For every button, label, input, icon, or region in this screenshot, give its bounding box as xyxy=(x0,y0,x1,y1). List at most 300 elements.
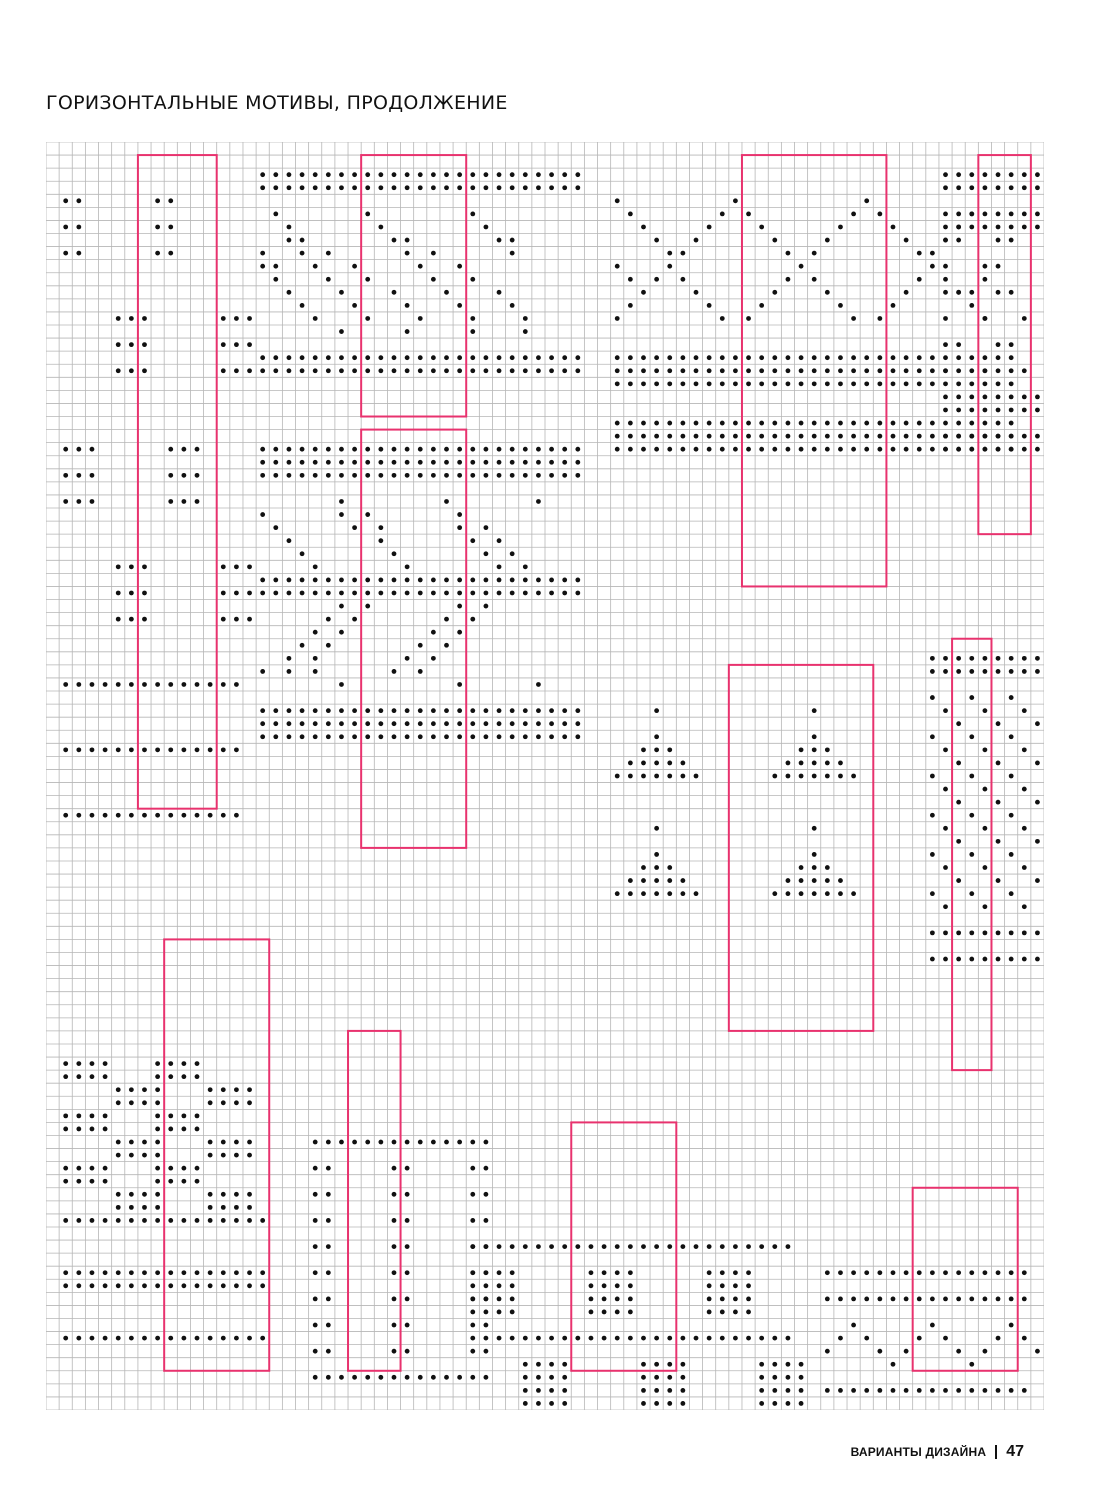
stitch-dot xyxy=(536,734,541,739)
stitch-dot xyxy=(155,251,160,256)
stitch-dot xyxy=(996,185,1001,190)
stitch-dot xyxy=(142,1087,147,1092)
stitch-dot xyxy=(943,1336,948,1341)
stitch-dot xyxy=(392,172,397,177)
stitch-dot xyxy=(326,1270,331,1275)
stitch-dot xyxy=(208,1153,213,1158)
stitch-dot xyxy=(1022,904,1027,909)
stitch-dot xyxy=(313,172,318,177)
stitch-dot xyxy=(116,1087,121,1092)
stitch-dot xyxy=(497,734,502,739)
stitch-dot xyxy=(208,1218,213,1223)
stitch-dot xyxy=(234,747,239,752)
stitch-dot xyxy=(1009,238,1014,243)
stitch-dot xyxy=(405,734,410,739)
stitch-dot xyxy=(654,826,659,831)
stitch-dot xyxy=(943,185,948,190)
stitch-dot xyxy=(300,355,305,360)
stitch-dot xyxy=(864,198,869,203)
stitch-dot xyxy=(1022,1388,1027,1393)
stitch-dot xyxy=(877,1388,882,1393)
stitch-dot xyxy=(904,1388,909,1393)
stitch-dot xyxy=(365,316,370,321)
stitch-dot xyxy=(891,434,896,439)
stitch-dot xyxy=(812,826,817,831)
stitch-dot xyxy=(392,238,397,243)
stitch-dot xyxy=(930,695,935,700)
stitch-dot xyxy=(287,185,292,190)
stitch-dot xyxy=(221,1153,226,1158)
stitch-dot xyxy=(575,721,580,726)
stitch-dot xyxy=(615,381,620,386)
stitch-dot xyxy=(864,447,869,452)
stitch-dot xyxy=(168,1336,173,1341)
stitch-dot xyxy=(891,355,896,360)
stitch-dot xyxy=(326,1323,331,1328)
stitch-dot xyxy=(168,473,173,478)
stitch-dot xyxy=(680,1244,685,1249)
stitch-dot xyxy=(943,355,948,360)
stitch-dot xyxy=(313,1296,318,1301)
stitch-dot xyxy=(707,1244,712,1249)
stitch-dot xyxy=(129,591,134,596)
stitch-dot xyxy=(63,747,68,752)
stitch-dot xyxy=(733,368,738,373)
stitch-dot xyxy=(851,355,856,360)
stitch-dot xyxy=(733,1270,738,1275)
stitch-dot xyxy=(904,368,909,373)
stitch-dot xyxy=(523,1336,528,1341)
stitch-dot xyxy=(405,1270,410,1275)
stitch-dot xyxy=(63,1113,68,1118)
stitch-dot xyxy=(772,381,777,386)
stitch-dot xyxy=(444,591,449,596)
stitch-dot xyxy=(90,1270,95,1275)
stitch-dot xyxy=(155,1205,160,1210)
stitch-dot xyxy=(996,878,1001,883)
stitch-dot xyxy=(904,434,909,439)
stitch-dot xyxy=(838,225,843,230)
stitch-dot xyxy=(181,1283,186,1288)
stitch-dot xyxy=(392,368,397,373)
stitch-dot xyxy=(300,185,305,190)
stitch-dot xyxy=(759,421,764,426)
stitch-dot xyxy=(917,277,922,282)
stitch-dot xyxy=(221,1087,226,1092)
stitch-dot xyxy=(365,604,370,609)
stitch-dot xyxy=(707,447,712,452)
stitch-dot xyxy=(326,643,331,648)
stitch-dot xyxy=(352,525,357,530)
stitch-dot xyxy=(234,564,239,569)
stitch-dot xyxy=(891,303,896,308)
stitch-dot xyxy=(575,578,580,583)
stitch-dot xyxy=(694,368,699,373)
stitch-dot xyxy=(1009,813,1014,818)
stitch-dot xyxy=(484,225,489,230)
stitch-dot xyxy=(851,316,856,321)
stitch-dot xyxy=(365,447,370,452)
stitch-dot xyxy=(405,721,410,726)
stitch-dot xyxy=(103,1218,108,1223)
stitch-dot xyxy=(956,342,961,347)
stitch-dot xyxy=(300,447,305,452)
stitch-dot xyxy=(365,578,370,583)
stitch-dot xyxy=(891,1270,896,1275)
stitch-dot xyxy=(969,930,974,935)
stitch-dot xyxy=(746,316,751,321)
stitch-dot xyxy=(352,303,357,308)
stitch-dot xyxy=(956,421,961,426)
stitch-dot xyxy=(313,355,318,360)
stitch-dot xyxy=(759,381,764,386)
stitch-dot xyxy=(103,1270,108,1275)
stitch-dot xyxy=(956,381,961,386)
stitch-dot xyxy=(694,381,699,386)
stitch-dot xyxy=(247,591,252,596)
stitch-dot xyxy=(418,447,423,452)
stitch-dot xyxy=(851,774,856,779)
stitch-dot xyxy=(221,316,226,321)
stitch-dot xyxy=(943,826,948,831)
stitch-dot xyxy=(523,473,528,478)
stitch-dot xyxy=(746,1310,751,1315)
stitch-dot xyxy=(313,1270,318,1275)
stitch-dot xyxy=(76,1061,81,1066)
stitch-dot xyxy=(313,460,318,465)
stitch-dot xyxy=(326,1192,331,1197)
stitch-dot xyxy=(195,473,200,478)
stitch-dot xyxy=(195,1179,200,1184)
stitch-dot xyxy=(365,708,370,713)
stitch-dot xyxy=(615,355,620,360)
stitch-dot xyxy=(746,1244,751,1249)
stitch-dot xyxy=(339,682,344,687)
stitch-dot xyxy=(956,212,961,217)
stitch-dot xyxy=(76,198,81,203)
stitch-dot xyxy=(510,172,515,177)
stitch-dot xyxy=(470,1270,475,1275)
stitch-dot xyxy=(523,172,528,177)
stitch-dot xyxy=(287,447,292,452)
stitch-dot xyxy=(405,368,410,373)
stitch-dot xyxy=(654,708,659,713)
stitch-dot xyxy=(457,630,462,635)
stitch-dot xyxy=(996,1296,1001,1301)
stitch-dot xyxy=(549,1362,554,1367)
stitch-dot xyxy=(983,656,988,661)
stitch-dot xyxy=(983,381,988,386)
stitch-dot xyxy=(76,1074,81,1079)
stitch-dot xyxy=(1022,1336,1027,1341)
stitch-dot xyxy=(195,682,200,687)
stitch-dot xyxy=(812,865,817,870)
stitch-dot xyxy=(680,1401,685,1406)
stitch-dot xyxy=(273,368,278,373)
stitch-dot xyxy=(90,1166,95,1171)
stitch-dot xyxy=(772,1244,777,1249)
stitch-dot xyxy=(654,734,659,739)
stitch-dot xyxy=(1009,1296,1014,1301)
stitch-dot xyxy=(1009,408,1014,413)
stitch-dot xyxy=(536,1401,541,1406)
stitch-dot xyxy=(339,512,344,517)
stitch-dot xyxy=(339,734,344,739)
stitch-dot xyxy=(142,1283,147,1288)
stitch-dot xyxy=(326,708,331,713)
stitch-dot xyxy=(654,747,659,752)
stitch-dot xyxy=(300,734,305,739)
stitch-dot xyxy=(864,1336,869,1341)
stitch-dot xyxy=(680,251,685,256)
stitch-dot xyxy=(943,957,948,962)
stitch-dot xyxy=(536,368,541,373)
stitch-dot xyxy=(615,1296,620,1301)
stitch-dot xyxy=(943,225,948,230)
stitch-dot xyxy=(418,1375,423,1380)
stitch-dot xyxy=(969,185,974,190)
stitch-dot xyxy=(628,212,633,217)
stitch-dot xyxy=(497,721,502,726)
stitch-dot xyxy=(667,381,672,386)
stitch-dot xyxy=(956,225,961,230)
stitch-dot xyxy=(378,734,383,739)
stitch-dot xyxy=(838,1296,843,1301)
stitch-dot xyxy=(313,1218,318,1223)
stitch-dot xyxy=(1022,747,1027,752)
stitch-dot xyxy=(287,578,292,583)
stitch-dot xyxy=(90,1061,95,1066)
stitch-dot xyxy=(549,734,554,739)
stitch-dot xyxy=(641,434,646,439)
stitch-dot xyxy=(326,473,331,478)
stitch-dot xyxy=(497,1270,502,1275)
stitch-dot xyxy=(654,238,659,243)
stitch-dot xyxy=(155,1074,160,1079)
stitch-dot xyxy=(667,774,672,779)
stitch-dot xyxy=(1009,957,1014,962)
stitch-dot xyxy=(772,1362,777,1367)
stitch-dot xyxy=(680,421,685,426)
stitch-dot xyxy=(983,316,988,321)
stitch-dot xyxy=(523,1388,528,1393)
stitch-dot xyxy=(103,1166,108,1171)
stitch-dot xyxy=(746,1283,751,1288)
stitch-dot xyxy=(470,277,475,282)
stitch-dot xyxy=(838,1388,843,1393)
stitch-dot xyxy=(838,774,843,779)
stitch-dot xyxy=(247,1283,252,1288)
stitch-dot xyxy=(956,290,961,295)
stitch-dot xyxy=(825,434,830,439)
stitch-dot xyxy=(63,251,68,256)
stitch-dot xyxy=(339,1140,344,1145)
stitch-dot xyxy=(484,1192,489,1197)
stitch-dot xyxy=(326,1296,331,1301)
stitch-dot xyxy=(273,721,278,726)
stitch-dot xyxy=(287,290,292,295)
stitch-dot xyxy=(746,421,751,426)
stitch-dot xyxy=(470,734,475,739)
stitch-dot xyxy=(142,682,147,687)
stitch-dot xyxy=(812,761,817,766)
stitch-dot xyxy=(1009,1323,1014,1328)
stitch-dot xyxy=(76,813,81,818)
stitch-dot xyxy=(470,447,475,452)
stitch-dot xyxy=(628,381,633,386)
stitch-dot xyxy=(195,747,200,752)
stitch-dot xyxy=(864,355,869,360)
stitch-dot xyxy=(943,669,948,674)
stitch-dot xyxy=(287,368,292,373)
stitch-dot xyxy=(103,1179,108,1184)
stitch-dot xyxy=(116,1192,121,1197)
stitch-dot xyxy=(1035,839,1040,844)
stitch-dot xyxy=(444,447,449,452)
stitch-dot xyxy=(694,774,699,779)
stitch-dot xyxy=(641,774,646,779)
stitch-dot xyxy=(103,747,108,752)
stitch-dot xyxy=(470,1140,475,1145)
stitch-dot xyxy=(786,1336,791,1341)
stitch-dot xyxy=(221,617,226,622)
stitch-dot xyxy=(812,355,817,360)
stitch-dot xyxy=(667,1401,672,1406)
stitch-dot xyxy=(654,1388,659,1393)
stitch-dot xyxy=(313,1323,318,1328)
stitch-dot xyxy=(969,447,974,452)
stitch-dot xyxy=(1022,865,1027,870)
stitch-dot xyxy=(247,1336,252,1341)
stitch-dot xyxy=(405,303,410,308)
stitch-dot xyxy=(221,1205,226,1210)
stitch-dot xyxy=(523,1362,528,1367)
stitch-dot xyxy=(667,747,672,752)
stitch-dot xyxy=(313,708,318,713)
stitch-dot xyxy=(444,355,449,360)
stitch-dot xyxy=(720,434,725,439)
stitch-dot xyxy=(510,1296,515,1301)
stitch-dot xyxy=(864,421,869,426)
stitch-dot xyxy=(116,1283,121,1288)
stitch-dot xyxy=(168,1270,173,1275)
stitch-dot xyxy=(155,1336,160,1341)
stitch-dot xyxy=(195,1061,200,1066)
stitch-dot xyxy=(615,368,620,373)
stitch-dot xyxy=(313,368,318,373)
stitch-dot xyxy=(956,368,961,373)
stitch-dot xyxy=(484,1336,489,1341)
stitch-dot xyxy=(405,708,410,713)
stitch-dot xyxy=(352,578,357,583)
stitch-dot xyxy=(943,930,948,935)
stitch-dot xyxy=(287,538,292,543)
stitch-dot xyxy=(155,1218,160,1223)
stitch-dot xyxy=(484,368,489,373)
stitch-dot xyxy=(63,682,68,687)
stitch-dot xyxy=(365,368,370,373)
stitch-dot xyxy=(181,1336,186,1341)
stitch-dot xyxy=(956,238,961,243)
stitch-dot xyxy=(260,264,265,269)
stitch-dot xyxy=(234,1218,239,1223)
stitch-dot xyxy=(786,421,791,426)
stitch-dot xyxy=(444,643,449,648)
stitch-dot xyxy=(431,185,436,190)
stitch-dot xyxy=(1035,930,1040,935)
stitch-dot xyxy=(129,1270,134,1275)
stitch-dot xyxy=(221,1270,226,1275)
stitch-dot xyxy=(392,708,397,713)
footer-separator xyxy=(995,1445,997,1459)
stitch-dot xyxy=(221,1192,226,1197)
stitch-dot xyxy=(510,447,515,452)
stitch-dot xyxy=(943,421,948,426)
stitch-dot xyxy=(799,355,804,360)
stitch-dot xyxy=(549,591,554,596)
stitch-dot xyxy=(405,1244,410,1249)
stitch-dot xyxy=(759,1336,764,1341)
stitch-dot xyxy=(654,421,659,426)
stitch-dot xyxy=(983,421,988,426)
stitch-dot xyxy=(523,578,528,583)
stitch-dot xyxy=(536,473,541,478)
stitch-dot xyxy=(720,381,725,386)
stitch-dot xyxy=(103,1113,108,1118)
stitch-dot xyxy=(589,1310,594,1315)
stitch-dot xyxy=(326,1218,331,1223)
stitch-dot xyxy=(116,591,121,596)
stitch-dot xyxy=(405,1323,410,1328)
stitch-dot xyxy=(983,1270,988,1275)
stitch-dot xyxy=(996,238,1001,243)
stitch-dot xyxy=(996,434,1001,439)
stitch-dot xyxy=(615,316,620,321)
stitch-dot xyxy=(470,172,475,177)
stitch-dot xyxy=(680,1336,685,1341)
stitch-dot xyxy=(181,813,186,818)
stitch-dot xyxy=(457,682,462,687)
stitch-dot xyxy=(772,1388,777,1393)
stitch-dot xyxy=(536,499,541,504)
stitch-dot xyxy=(339,290,344,295)
stitch-dot xyxy=(103,1127,108,1132)
stitch-dot xyxy=(799,368,804,373)
stitch-dot xyxy=(431,591,436,596)
stitch-dot xyxy=(418,578,423,583)
stitch-dot xyxy=(562,591,567,596)
stitch-dot xyxy=(956,447,961,452)
stitch-dot xyxy=(956,669,961,674)
stitch-dot xyxy=(129,368,134,373)
stitch-dot xyxy=(1022,212,1027,217)
stitch-dot xyxy=(628,1296,633,1301)
stitch-dot xyxy=(155,813,160,818)
stitch-dot xyxy=(720,212,725,217)
stitch-dot xyxy=(510,1244,515,1249)
stitch-dot xyxy=(549,721,554,726)
stitch-dot xyxy=(562,447,567,452)
stitch-dot xyxy=(1022,368,1027,373)
stitch-dot xyxy=(877,434,882,439)
stitch-dot xyxy=(444,460,449,465)
stitch-dot xyxy=(116,1100,121,1105)
stitch-dot xyxy=(76,225,81,230)
stitch-dot xyxy=(549,185,554,190)
stitch-dot xyxy=(392,1140,397,1145)
stitch-dot xyxy=(786,774,791,779)
stitch-dot xyxy=(444,1375,449,1380)
